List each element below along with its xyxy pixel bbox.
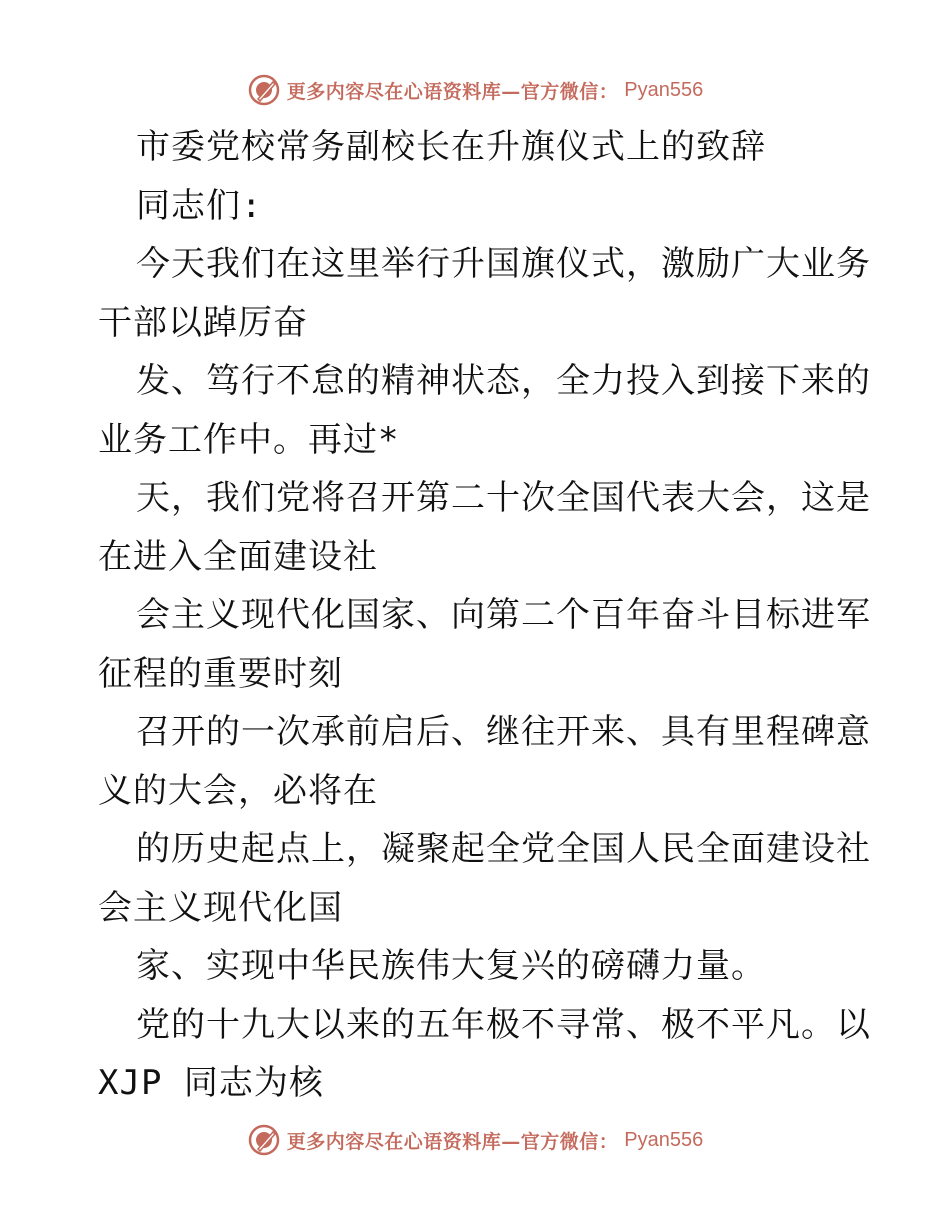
salutation: 同志们: [136,185,263,226]
paragraph-line: 召开的一次承前启后、继往开来、具有里程碑意 [136,712,871,752]
paragraph-line: 的历史起点上，凝聚起全党全国人民全面建设社 [136,829,871,869]
paragraph-line: 会主义现代化国 [98,887,343,928]
paragraph-line: 干部以踔厉奋 [98,302,308,343]
pen-logo-icon [247,73,281,107]
watermark-header [0,70,950,110]
paragraph-line: 发、笃行不怠的精神状态，全力投入到接下来的 [136,361,871,401]
paragraph-line: 家、实现中华民族伟大复兴的磅礴力量。 [136,946,766,986]
paragraph-line: 党的十九大以来的五年极不寻常、极不平凡。以 [136,1004,871,1045]
watermark-text: 更多内容尽在心语资料库—官方微信： [286,1130,619,1153]
paragraph-line: 征程的重要时刻 [98,653,343,694]
watermark-wechat-id: Pyan556 [624,1128,704,1151]
paragraph-line: XJP 同志为核 [98,1063,324,1103]
paragraph-line: 会主义现代化国家、向第二个百年奋斗目标进军 [136,595,871,635]
pen-logo-icon [247,1123,281,1157]
paragraph-line: 义的大会，必将在 [98,770,378,811]
watermark-wechat-id: Pyan556 [624,78,704,101]
paragraph-line: 业务工作中。再过* [98,419,400,460]
paragraph-line: 在进入全面建设社 [98,536,378,577]
watermark-text: 更多内容尽在心语资料库—官方微信： [286,80,619,103]
paragraph-line: 天，我们党将召开第二十次全国代表大会，这是 [136,478,871,518]
document-body [98,118,871,1113]
paragraph-line: 今天我们在这里举行升国旗仪式，激励广大业务 [136,244,871,284]
document-title: 市委党校常务副校长在升旗仪式上的致辞 [136,127,766,167]
watermark-footer [0,1120,950,1160]
